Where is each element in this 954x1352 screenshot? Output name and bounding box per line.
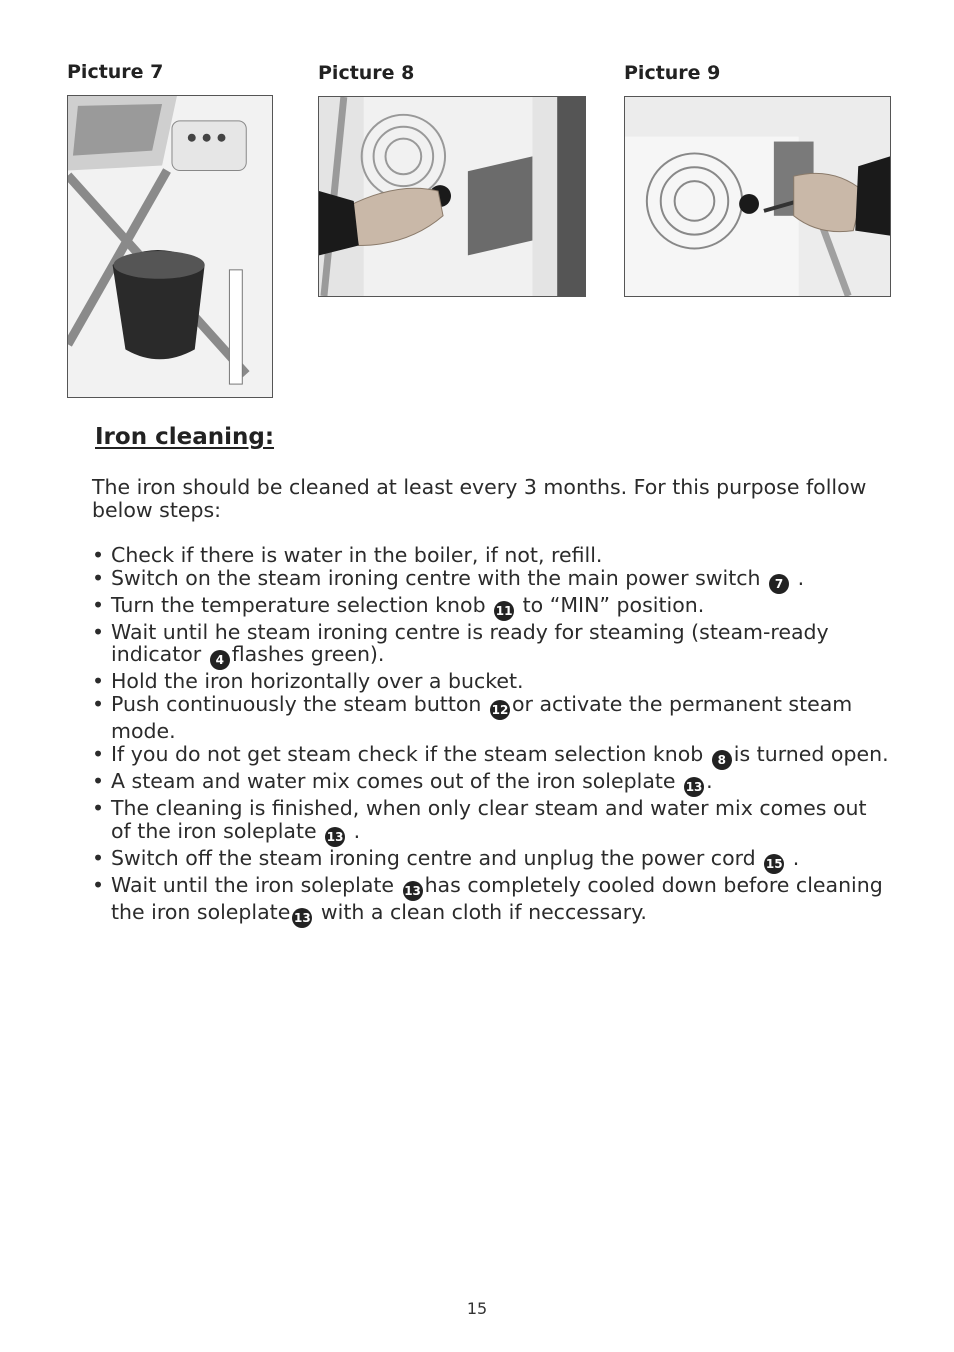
part-number-badge: 13 (292, 908, 312, 928)
step-text: with a clean cloth if neccessary. (314, 899, 647, 924)
step-text: to “MIN” position. (516, 592, 705, 617)
step-text: Push continuously the steam button (111, 692, 488, 717)
step-text: . (706, 768, 713, 793)
step-text: . (786, 845, 800, 870)
intro-paragraph: The iron should be cleaned at least every 3 months. For this purpose follow below steps: (92, 475, 867, 522)
list-item (92, 847, 892, 874)
list-item (92, 874, 892, 928)
section-heading: Iron cleaning: (95, 424, 275, 450)
list-item (92, 797, 892, 847)
picture-8-label: Picture 8 (318, 62, 415, 84)
step-text: Turn the temperature selection knob (111, 592, 493, 617)
part-number-badge: 13 (403, 881, 423, 901)
picture-8-image (318, 96, 586, 297)
step-text: Switch off the steam ironing centre and unplug the power cord (111, 845, 763, 870)
page-number: 15 (466, 1299, 488, 1318)
step-text: Wait until the iron soleplate (111, 872, 401, 897)
step-text: . (347, 818, 361, 843)
step-text: or activate the permanent steam mode. (111, 692, 853, 744)
step-text: Switch on the steam ironing centre with the main power switch (111, 565, 768, 590)
list-item (92, 743, 892, 770)
part-number-badge: 8 (712, 750, 732, 770)
list-item (92, 594, 892, 621)
picture-7-label: Picture 7 (67, 61, 164, 83)
step-text: If you do not get steam check if the steam selection knob (111, 741, 710, 766)
part-number-badge: 7 (769, 574, 789, 594)
part-number-badge: 13 (325, 827, 345, 847)
list-item (92, 567, 892, 594)
step-text: has completely cooled down before cleaning the iron soleplate (111, 872, 883, 924)
step-text: Check if there is water in the boiler, if not, refill. (111, 543, 603, 567)
list-item (92, 670, 892, 693)
part-number-badge: 4 (210, 650, 230, 670)
step-text: . (791, 565, 805, 590)
part-number-badge: 12 (490, 700, 510, 720)
list-item (92, 544, 892, 567)
part-number-badge: 11 (494, 601, 514, 621)
list-item (92, 693, 892, 743)
picture-9-label: Picture 9 (624, 62, 721, 84)
step-text: The cleaning is finished, when only clear steam and water mix comes out of the iron soleplate (111, 795, 867, 843)
step-text: is turned open. (733, 741, 889, 766)
cleaning-steps-list (92, 544, 892, 928)
step-text: flashes green). (231, 642, 385, 667)
picture-9-image (624, 96, 891, 297)
step-text: A steam and water mix comes out of the iron soleplate (111, 768, 683, 793)
part-number-badge: 15 (764, 854, 784, 874)
part-number-badge: 13 (684, 777, 704, 797)
list-item (92, 770, 892, 797)
list-item (92, 621, 892, 671)
step-text: Wait until he steam ironing centre is ready for steaming (steam-ready indicator (111, 619, 829, 667)
picture-7-image (67, 95, 273, 398)
step-text: Hold the iron horizontally over a bucket. (111, 669, 524, 694)
